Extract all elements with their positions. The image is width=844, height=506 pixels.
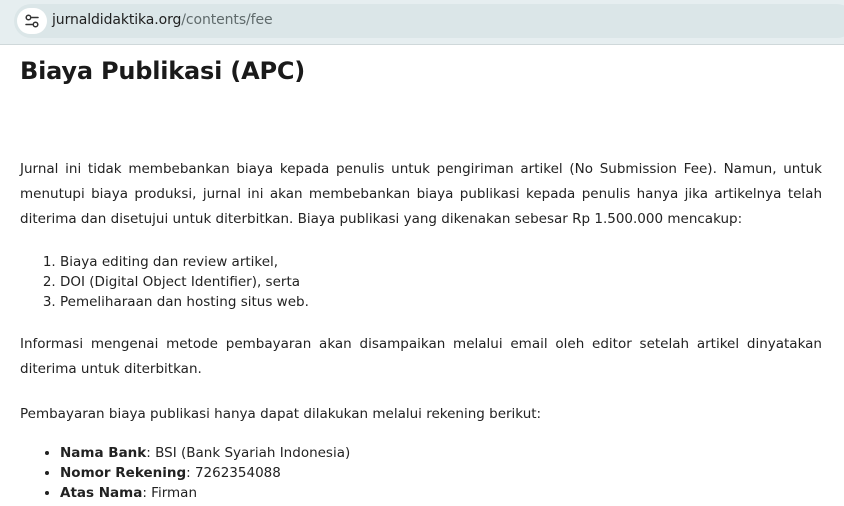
account-intro-paragraph: Pembayaran biaya publikasi hanya dapat dilakukan melalui rekening berikut: bbox=[20, 406, 542, 422]
tune-icon bbox=[24, 13, 40, 29]
list-item: 3. Pemeliharaan dan hosting situs web. bbox=[60, 292, 822, 312]
site-info-button[interactable] bbox=[17, 8, 47, 34]
account-label: Nama Bank bbox=[60, 445, 147, 461]
url-text[interactable] bbox=[52, 12, 272, 28]
account-value: : BSI (Bank Syariah Indonesia) bbox=[146, 445, 351, 461]
list-item bbox=[60, 483, 822, 503]
browser-address-bar bbox=[0, 0, 844, 44]
account-label: Nomor Rekening bbox=[60, 465, 187, 481]
url-host: jurnaldidaktika.org bbox=[52, 12, 182, 28]
payment-info-paragraph: Informasi mengenai metode pembayaran akan disampaikan melalui email oleh editor setelah artikel dinyatakan diterima untuk diterbitkan. bbox=[20, 336, 822, 377]
fee-items-list bbox=[20, 252, 822, 312]
list-item bbox=[60, 443, 822, 463]
account-value: : Firman bbox=[142, 485, 198, 501]
page-title: Biaya Publikasi (APC) bbox=[20, 57, 306, 85]
account-details-list bbox=[20, 443, 822, 503]
url-path: /contents/fee bbox=[181, 12, 273, 28]
page-content bbox=[20, 45, 822, 503]
list-item bbox=[60, 463, 822, 483]
list-item: 2. DOI (Digital Object Identifier), serta bbox=[60, 272, 822, 292]
account-value: : 7262354088 bbox=[186, 465, 281, 481]
list-item: 1. Biaya editing dan review artikel, bbox=[60, 252, 822, 272]
intro-paragraph: Jurnal ini tidak membebankan biaya kepada penulis untuk pengiriman artikel (No Submission Fee). Namun, untuk menutupi biaya produksi, jurnal ini akan membebankan biaya publikasi kepada penulis hanya jika artikelnya telah diterima dan disetujui untuk diterbitkan. Biaya publikasi yang dikenakan sebesar Rp 1.500.000 mencakup: bbox=[20, 161, 822, 227]
account-label: Atas Nama bbox=[60, 485, 143, 501]
